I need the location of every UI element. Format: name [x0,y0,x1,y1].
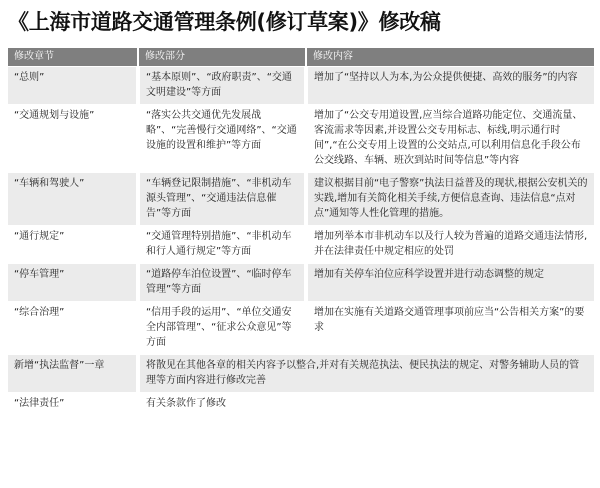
row-content: 增加在实施有关道路交通管理事项前应当“公告相关方案”的要求 [306,302,594,355]
row-content: 增加有关停车泊位应科学设置并进行动态调整的规定 [306,264,594,302]
row-content: 增加列举本市非机动车以及行人较为普遍的道路交通违法情形,并在法律责任中规定相应的处罚 [306,226,594,264]
table-row [8,264,594,302]
table-header-row [8,48,594,67]
column-header-content: 修改内容 [306,48,594,67]
row-part: “交通管理特别措施”、“非机动车和行人通行规定”等方面 [138,226,306,264]
table-row [8,173,594,226]
row-content: 增加了“坚持以人为本,为公众提供便捷、高效的服务”的内容 [306,67,594,105]
row-chapter: “停车管理” [8,264,138,302]
row-merged-content: 有关条款作了修改 [138,393,594,416]
row-content: 建议根据目前“电子警察”执法日益普及的现状,根据公安机关的实践,增加有关简化相关手续,方便信息查询、违法信息“点对点”通知等人性化管理的措施。 [306,173,594,226]
column-header-part: 修改部分 [138,48,306,67]
table-row [8,393,594,416]
table-row [8,67,594,105]
column-header-chapter: 修改章节 [8,48,138,67]
table-row [8,302,594,355]
row-part: “信用手段的运用”、“单位交通安全内部管理”、“征求公众意见”等方面 [138,302,306,355]
row-chapter: “综合治理” [8,302,138,355]
row-part: “落实公共交通优先发展战略”、“完善慢行交通网络”、“交通设施的设置和维护”等方面 [138,105,306,173]
table-row [8,226,594,264]
table-row [8,105,594,173]
row-chapter: “车辆和驾驶人” [8,173,138,226]
row-chapter: 新增“执法监督”一章 [8,355,138,393]
row-merged-content: 将散见在其他各章的相关内容予以整合,并对有关规范执法、便民执法的规定、对警务辅助人员的管理等方面内容进行修改完善 [138,355,594,393]
row-part: “道路停车泊位设置”、“临时停车管理”等方面 [138,264,306,302]
row-part: “车辆登记限制措施”、“非机动车源头管理”、“交通违法信息催告”等方面 [138,173,306,226]
table-row [8,355,594,393]
row-chapter: “法律责任” [8,393,138,416]
revision-table [8,48,594,415]
page-title: 《上海市道路交通管理条例(修订草案)》修改稿 [8,10,441,34]
row-chapter: “总则” [8,67,138,105]
row-chapter: “交通规划与设施” [8,105,138,173]
row-content: 增加了“公交专用道设置,应当综合道路功能定位、交通流量、客流需求等因素,并设置公交专用标志、标线,明示通行时间”,“在公交专用上设置的公交站点,可以利用信息化手段公布公交线路、车辆、班次到站时间等信息”等内容 [306,105,594,173]
row-chapter: “通行规定” [8,226,138,264]
row-part: “基本原则”、“政府职责”、“交通文明建设”等方面 [138,67,306,105]
